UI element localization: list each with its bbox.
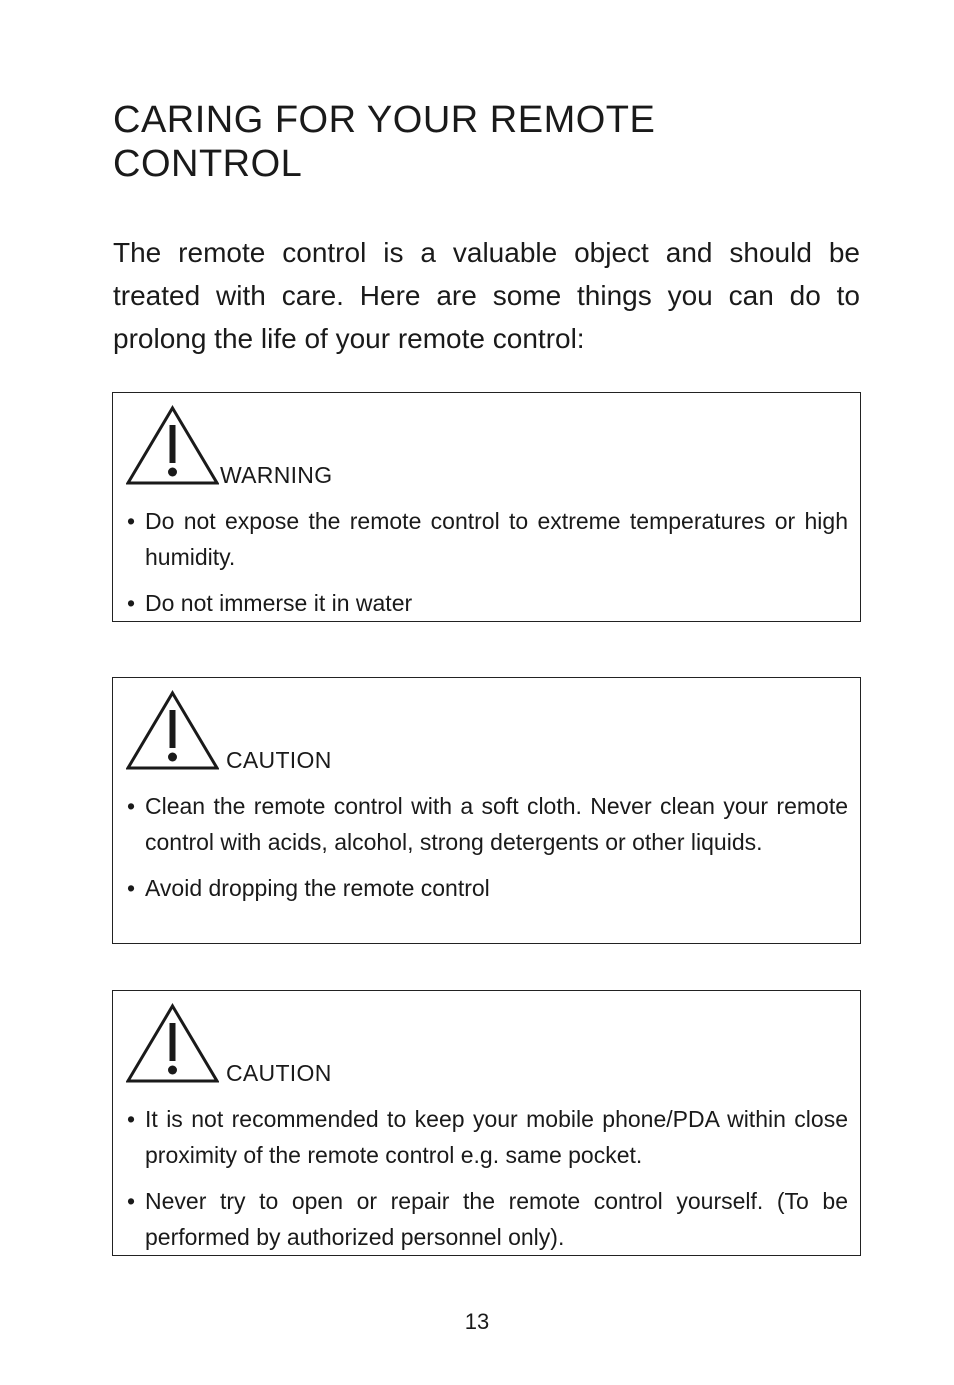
list-item	[127, 1101, 848, 1173]
warning-triangle-icon	[126, 1003, 219, 1085]
bullet-icon: •	[127, 1188, 136, 1214]
caution-box	[112, 990, 861, 1256]
caution-box	[112, 677, 861, 944]
warning-list	[127, 503, 848, 631]
page-title: CARING FOR YOUR REMOTE CONTROL	[113, 99, 656, 185]
caution-list	[127, 1101, 848, 1265]
list-item	[127, 503, 848, 575]
list-item-text: Never try to open or repair the remote control yourself. (To be performed by authorized personnel only).	[145, 1188, 848, 1250]
list-item-text: Do not immerse it in water	[145, 590, 413, 616]
list-item	[127, 788, 848, 860]
list-item	[127, 870, 848, 906]
bullet-icon: •	[127, 590, 136, 616]
list-item-text: Avoid dropping the remote control	[145, 875, 490, 901]
warning-box	[112, 392, 861, 622]
bullet-icon: •	[127, 875, 136, 901]
warning-label: WARNING	[220, 462, 333, 488]
page-number: 13	[464, 1309, 490, 1334]
intro-paragraph: The remote control is a valuable object and should be treated with care. Here are some things you can do to prolong the life of your remote control:	[113, 237, 860, 354]
list-item	[127, 1183, 848, 1255]
caution-label: CAUTION	[226, 747, 332, 773]
warning-triangle-icon	[126, 690, 219, 772]
warning-triangle-icon	[126, 405, 219, 487]
list-item-text: Clean the remote control with a soft cloth. Never clean your remote control with acids, alcohol, strong detergents or other liquids.	[145, 793, 848, 855]
caution-list	[127, 788, 848, 916]
list-item-text: It is not recommended to keep your mobile phone/PDA within close proximity of the remote control e.g. same pocket.	[145, 1106, 848, 1168]
bullet-icon: •	[127, 508, 136, 534]
bullet-icon: •	[127, 1106, 136, 1132]
bullet-icon: •	[127, 793, 136, 819]
list-item	[127, 585, 848, 621]
caution-label: CAUTION	[226, 1060, 332, 1086]
list-item-text: Do not expose the remote control to extreme temperatures or high humidity.	[145, 508, 848, 570]
